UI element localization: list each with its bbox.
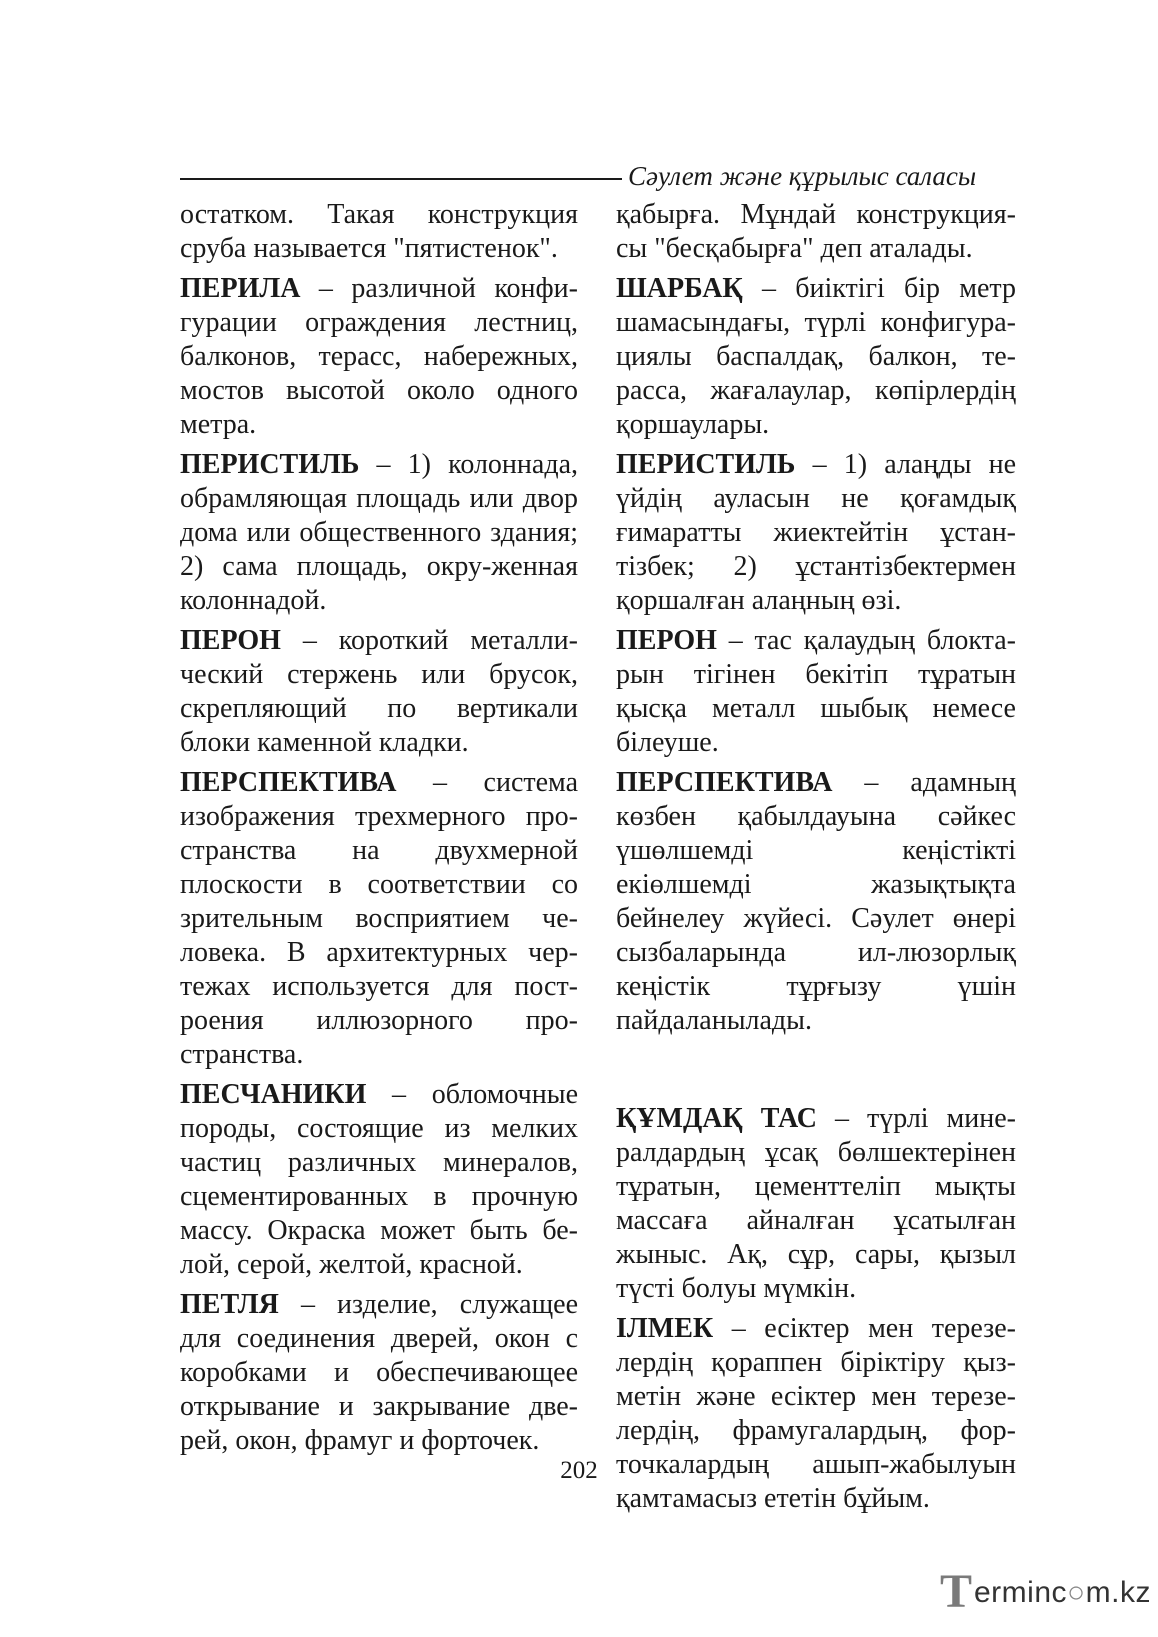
- entry-definition: – есіктер мен терезе-лердің қораппен біріктіру қыз-метін және есіктер мен терезе-лердің, фрамугалардың, фор-точкалардың ашып-жабылуын қамтамасыз ететін бұйым.: [616, 1313, 1016, 1514]
- entry-term: ПЕРИСТИЛЬ: [180, 449, 360, 480]
- column-gap: [616, 1044, 1016, 1102]
- entry-term: ҚҰМДАҚ ТАС: [616, 1103, 818, 1134]
- page-number: 202: [560, 1457, 598, 1484]
- entry-definition: – тас қалаудың блокта-рын тігінен бекітіп тұратын қысқа металл шыбық немесе білеуше.: [616, 625, 1016, 758]
- right-column-kazakh: [616, 198, 1016, 1522]
- entry-perspektiva-ru: [180, 766, 578, 1072]
- entry-peron-ru: [180, 624, 578, 760]
- header-rule: [180, 178, 622, 180]
- entry-definition: – система изображения трехмерного про-странства на двухмерной плоскости в соответствии со зрительным восприятием че-ловека. В архитектурных чер-тежах используется для пост-роения иллюзорного про-странства.: [180, 767, 578, 1070]
- entry-ilmek-kz: [616, 1312, 1016, 1516]
- entry-petlya-ru: [180, 1288, 578, 1458]
- entry-perila-ru: [180, 272, 578, 442]
- entry-term: ПЕРИЛА: [180, 273, 301, 304]
- entry-definition: – адамның көзбен қабылдауына сәйкес үшөлшемді кеңістікті екіөлшемді жазықтықта бейнелеу жүйесі. Сәулет өнері сызбаларында ил-люзорлық кеңістік тұрғызу үшін пайдаланылады.: [616, 767, 1016, 1036]
- continued-text: қабырға. Мұндай конструкция-сы "бесқабырға" деп аталады.: [616, 199, 1016, 264]
- termincom-watermark-logo: [940, 1565, 1151, 1620]
- entry-definition: – обломочные породы, состоящие из мелких частиц различных минералов, сцементированных в прочную массу. Окраска может быть бе-лой, серой, желтой, красной.: [180, 1079, 578, 1280]
- entry-definition: – 1) алаңды не үйдің ауласын не қоғамдық ғимаратты жиектейтін ұстан-тізбек; 2) ұстантізбектермен қоршалған алаңның өзі.: [616, 449, 1016, 616]
- entry-term: ПЕРОН: [180, 625, 281, 656]
- entry-definition: – түрлі мине-ралдардың ұсақ бөлшектерінен тұратын, цементтеліп мықты массаға айналған ұсатылған жыныс. Ақ, сұр, сары, қызыл түсті болуы мүмкін.: [616, 1103, 1016, 1304]
- entry-sharbak-kz: [616, 272, 1016, 442]
- entry-term: ПЕРОН: [616, 625, 717, 656]
- continued-text: остатком. Такая конструкция сруба называется "пятистенок".: [180, 199, 578, 264]
- entry-term: ПЕТЛЯ: [180, 1289, 279, 1320]
- watermark-end: m.kz: [1085, 1576, 1151, 1609]
- entry-term: ПЕСЧАНИКИ: [180, 1079, 367, 1110]
- entry-term: ІЛМЕК: [616, 1313, 714, 1344]
- watermark-middle: erminc: [974, 1576, 1068, 1609]
- watermark-ring: ○: [1067, 1576, 1086, 1609]
- entry-definition: – изделие, служащее для соединения дверей, окон с коробками и обеспечивающее открывание и закрывание две-рей, окон, фрамуг и форточек.: [180, 1289, 578, 1456]
- running-header: Сәулет және құрылыс саласы: [628, 161, 977, 191]
- entry-definition: – короткий металли-ческий стержень или брусок, скрепляющий по вертикали блоки каменной кладки.: [180, 625, 578, 758]
- entry-definition: – различной конфи-гурации ограждения лестниц, балконов, терасс, набережных, мостов высотой около одного метра.: [180, 273, 578, 440]
- entry-term: ШАРБАҚ: [616, 273, 743, 304]
- entry-term: ПЕРИСТИЛЬ: [616, 449, 796, 480]
- entry-perspektiva-kz: [616, 766, 1016, 1038]
- entry-peristil-ru: [180, 448, 578, 618]
- entry-peschaniki-ru: [180, 1078, 578, 1282]
- watermark-initial: T: [940, 1565, 973, 1618]
- entry-term: ПЕРСПЕКТИВА: [616, 767, 833, 798]
- watermark-text: [974, 1576, 1151, 1610]
- entry-term: ПЕРСПЕКТИВА: [180, 767, 397, 798]
- entry-definition: – биіктігі бір метр шамасындағы, түрлі конфигура-циялы баспалдақ, балкон, те-расса, жағалаулар, көпірлердің қоршаулары.: [616, 273, 1016, 440]
- entry-peron-kz: [616, 624, 1016, 760]
- entry-definition: – 1) колоннада, обрамляющая площадь или двор дома или общественного здания; 2) сама площадь, окру-женная колоннадой.: [180, 449, 578, 616]
- left-column-russian: [180, 198, 578, 1464]
- entry-peristil-kz: [616, 448, 1016, 618]
- entry-kumdak-tas-kz: [616, 1102, 1016, 1306]
